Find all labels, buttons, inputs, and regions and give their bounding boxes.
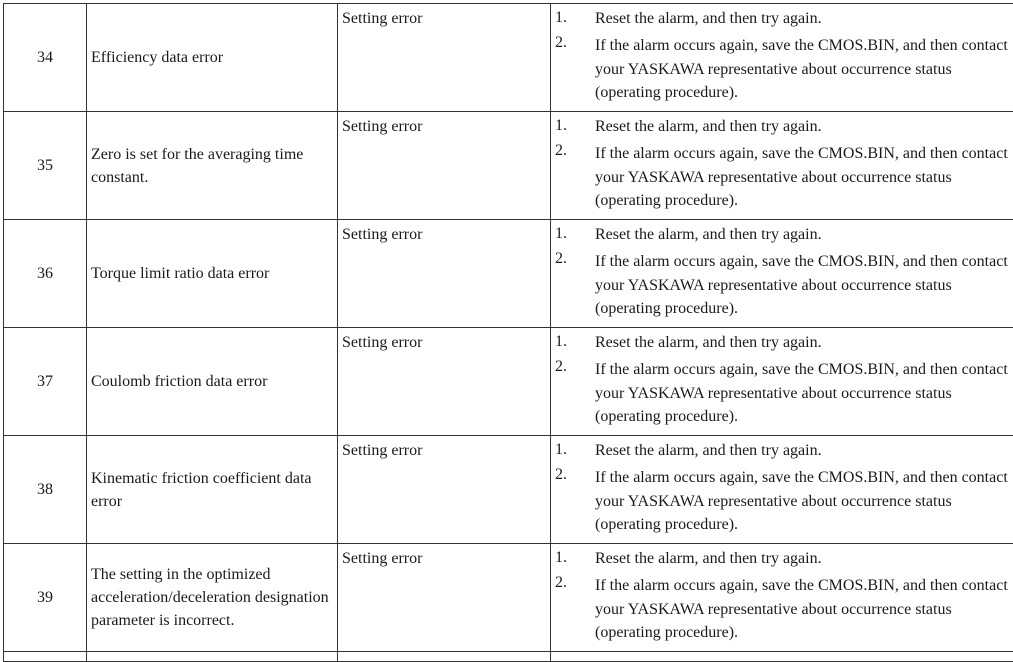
alarm-description-text: Torque limit ratio data error <box>91 265 269 282</box>
remedy-step <box>551 333 1013 352</box>
step-text: Reset the alarm, and then try again. <box>595 333 1013 352</box>
remedy-step <box>551 549 1013 568</box>
alarm-number-text: 39 <box>37 589 53 606</box>
step-number: 2. <box>551 34 595 105</box>
step-text: If the alarm occurs again, save the CMOS.BIN, and then contact your YASKAWA representative about occurrence status (operating procedure). <box>595 358 1013 429</box>
step-number: 1. <box>551 333 595 352</box>
alarm-number <box>4 328 87 436</box>
alarm-description-text: Coulomb friction data error <box>91 373 267 390</box>
table-row <box>4 112 1013 220</box>
alarm-cause-text: Setting error <box>342 334 422 351</box>
alarm-cause <box>338 544 551 652</box>
remedy-step <box>551 574 1013 645</box>
remedy-steps <box>551 549 1013 645</box>
step-number: 1. <box>551 225 595 244</box>
remedy-step <box>551 441 1013 460</box>
alarm-description-text: The setting in the optimized acceleration/deceleration designation parameter is incorrect. <box>91 566 329 629</box>
step-number: 1. <box>551 117 595 136</box>
alarm-remedy <box>551 544 1013 652</box>
step-text: If the alarm occurs again, save the CMOS.BIN, and then contact your YASKAWA representative about occurrence status (operating procedure). <box>595 250 1013 321</box>
alarm-description <box>87 220 338 328</box>
alarm-description <box>87 544 338 652</box>
step-number: 2. <box>551 574 595 645</box>
step-number: 2. <box>551 142 595 213</box>
alarm-table-body <box>4 4 1013 652</box>
step-number: 1. <box>551 549 595 568</box>
alarm-table <box>3 3 1013 662</box>
remedy-steps <box>551 9 1013 105</box>
alarm-description <box>87 328 338 436</box>
alarm-cause <box>338 328 551 436</box>
alarm-remedy <box>551 328 1013 436</box>
alarm-cause <box>338 436 551 544</box>
table-row <box>4 544 1013 652</box>
alarm-remedy <box>551 436 1013 544</box>
step-text: Reset the alarm, and then try again. <box>595 117 1013 136</box>
remedy-steps <box>551 225 1013 321</box>
alarm-cause <box>338 220 551 328</box>
alarm-number-text: 35 <box>37 157 53 174</box>
alarm-number-text: 37 <box>37 373 53 390</box>
remedy-step <box>551 34 1013 105</box>
step-text: If the alarm occurs again, save the CMOS.BIN, and then contact your YASKAWA representative about occurrence status (operating procedure). <box>595 142 1013 213</box>
alarm-cause-text: Setting error <box>342 550 422 567</box>
alarm-cause-text: Setting error <box>342 442 422 459</box>
remedy-step <box>551 9 1013 28</box>
remedy-steps <box>551 441 1013 537</box>
step-number: 2. <box>551 250 595 321</box>
alarm-description <box>87 112 338 220</box>
alarm-remedy <box>551 112 1013 220</box>
remedy-step <box>551 142 1013 213</box>
alarm-description-text: Efficiency data error <box>91 49 223 66</box>
remedy-step <box>551 358 1013 429</box>
alarm-number <box>4 220 87 328</box>
alarm-cause-text: Setting error <box>342 226 422 243</box>
step-text: If the alarm occurs again, save the CMOS.BIN, and then contact your YASKAWA representative about occurrence status (operating procedure). <box>595 34 1013 105</box>
step-number: 2. <box>551 466 595 537</box>
alarm-number-text: 38 <box>37 481 53 498</box>
table-row <box>4 4 1013 112</box>
alarm-remedy <box>551 4 1013 112</box>
step-text: Reset the alarm, and then try again. <box>595 9 1013 28</box>
alarm-description-text: Kinematic friction coefficient data error <box>91 470 312 510</box>
remedy-step <box>551 225 1013 244</box>
alarm-cause <box>338 4 551 112</box>
alarm-description <box>87 436 338 544</box>
alarm-cause-text: Setting error <box>342 118 422 135</box>
alarm-number <box>4 544 87 652</box>
alarm-description <box>87 4 338 112</box>
remedy-steps <box>551 117 1013 213</box>
alarm-number <box>4 4 87 112</box>
alarm-number-text: 36 <box>37 265 53 282</box>
step-number: 1. <box>551 9 595 28</box>
table-row <box>4 436 1013 544</box>
remedy-step <box>551 250 1013 321</box>
remedy-step <box>551 117 1013 136</box>
step-text: Reset the alarm, and then try again. <box>595 441 1013 460</box>
table-row <box>4 220 1013 328</box>
step-text: If the alarm occurs again, save the CMOS.BIN, and then contact your YASKAWA representative about occurrence status (operating procedure). <box>595 574 1013 645</box>
alarm-description-text: Zero is set for the averaging time constant. <box>91 146 303 186</box>
remedy-steps <box>551 333 1013 429</box>
alarm-number <box>4 436 87 544</box>
step-text: Reset the alarm, and then try again. <box>595 225 1013 244</box>
alarm-number-text: 34 <box>37 49 53 66</box>
alarm-cause-text: Setting error <box>342 10 422 27</box>
step-number: 2. <box>551 358 595 429</box>
step-text: Reset the alarm, and then try again. <box>595 549 1013 568</box>
alarm-remedy <box>551 220 1013 328</box>
step-number: 1. <box>551 441 595 460</box>
step-text: If the alarm occurs again, save the CMOS.BIN, and then contact your YASKAWA representative about occurrence status (operating procedure). <box>595 466 1013 537</box>
alarm-cause <box>338 112 551 220</box>
remedy-step <box>551 466 1013 537</box>
alarm-number <box>4 112 87 220</box>
table-row <box>4 328 1013 436</box>
